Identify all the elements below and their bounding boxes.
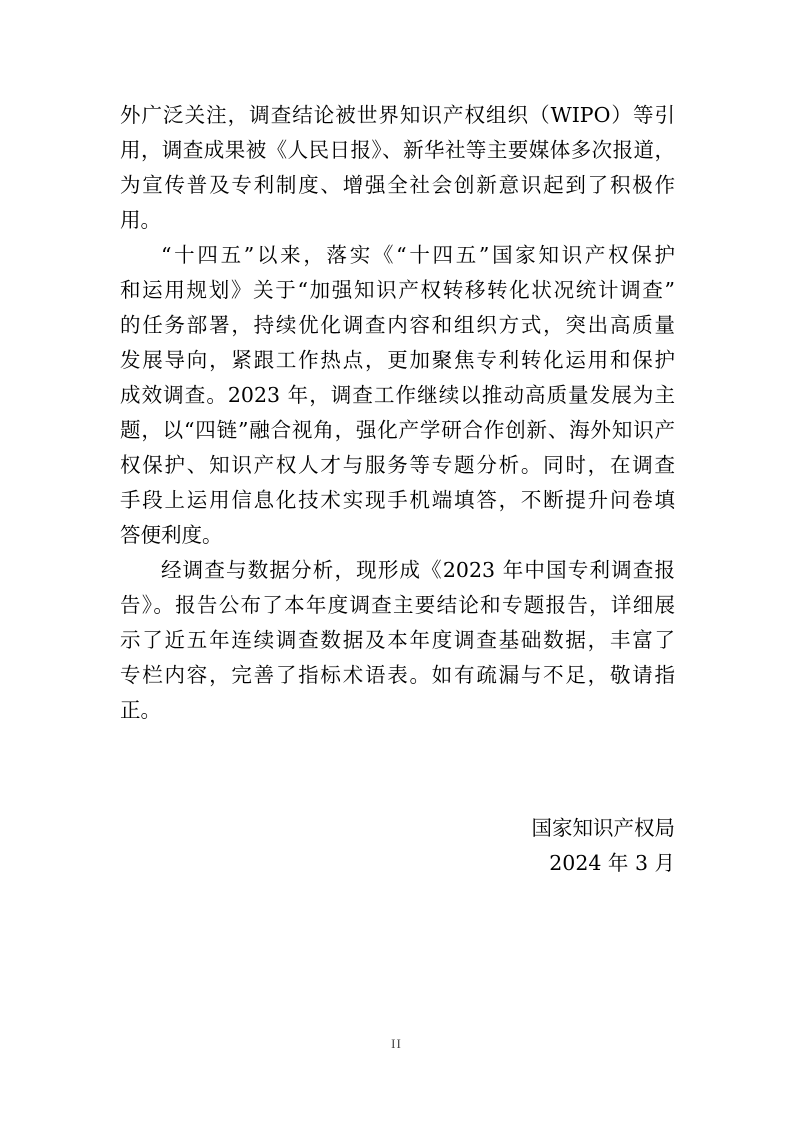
text-line: 用，调查成果被《人民日报》、新华社等主要媒体多次报道，: [120, 138, 675, 162]
text-line: 经调查与数据分析，现形成《2023 年中国专利调查报: [161, 558, 675, 582]
text-line: 成效调查。2023 年，调查工作继续以推动高质量发展为主: [120, 383, 675, 407]
text-line: 告》。报告公布了本年度调查主要结论和专题报告，详细展: [120, 593, 675, 617]
text-line: 用。: [120, 208, 161, 232]
text-line: 手段上运用信息化技术实现手机端填答，不断提升问卷填: [120, 488, 675, 512]
text-line: 题，以“四链”融合视角，强化产学研合作创新、海外知识产: [120, 418, 675, 442]
text-line: 正。: [120, 698, 161, 722]
text-line: 的任务部署，持续优化调查内容和组织方式，突出高质量: [120, 313, 675, 337]
signature-date: 2024 年 3 月: [549, 851, 675, 875]
text-line: 专栏内容，完善了指标术语表。如有疏漏与不足，敬请指: [120, 663, 675, 687]
signature-organization: 国家知识产权局: [531, 816, 675, 840]
paragraph-3: [120, 553, 675, 728]
text-line: 为宣传普及专利制度、增强全社会创新意识起到了积极作: [120, 173, 675, 197]
document-body: [120, 98, 675, 728]
text-line: 和运用规划》关于“加强知识产权转移转化状况统计调查”: [120, 278, 675, 302]
text-line: 权保护、知识产权人才与服务等专题分析。同时，在调查: [120, 453, 675, 477]
text-line: 外广泛关注，调查结论被世界知识产权组织（WIPO）等引: [120, 103, 675, 127]
text-line: 发展导向，紧跟工作热点，更加聚焦专利转化运用和保护: [120, 348, 675, 372]
text-line: 答便利度。: [120, 523, 223, 547]
page-number: II: [391, 1036, 402, 1051]
text-line: 示了近五年连续调查数据及本年度调查基础数据，丰富了: [120, 628, 675, 652]
paragraph-1: [120, 98, 675, 238]
paragraph-2: [120, 238, 675, 553]
text-line: “十四五”以来，落实《“十四五”国家知识产权保护: [161, 243, 675, 267]
